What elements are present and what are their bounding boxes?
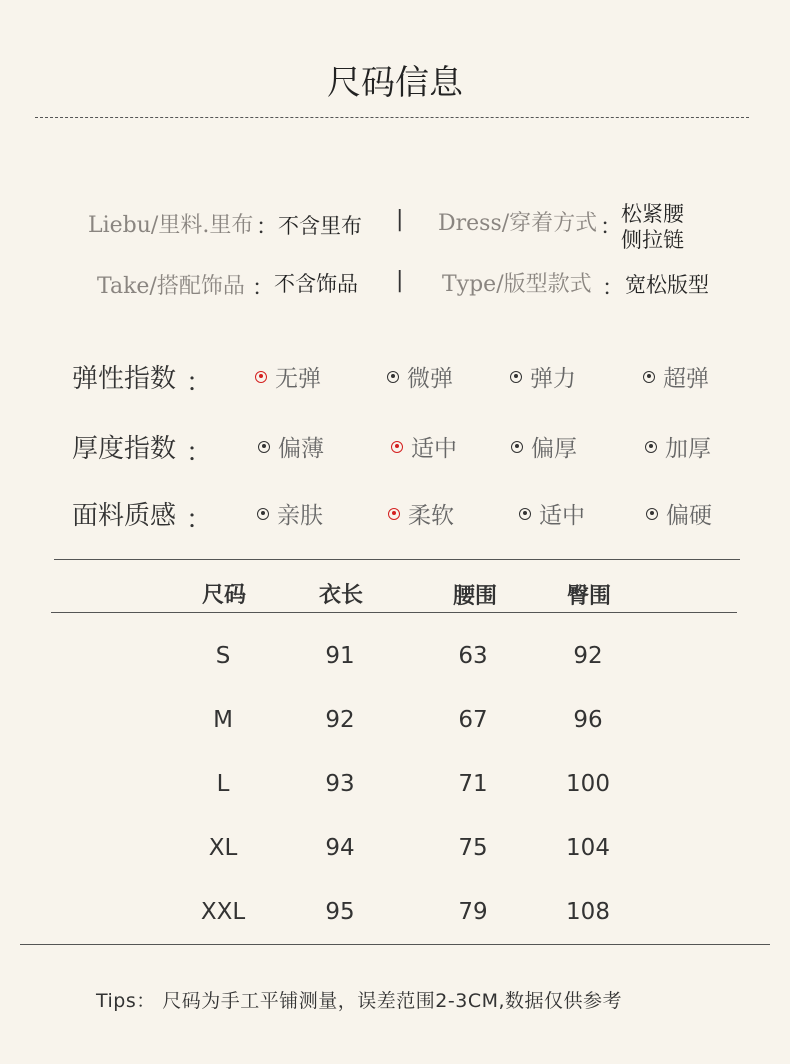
texture-option-1[interactable]: 亲肤 xyxy=(257,497,323,530)
dress-value-2: 侧拉链 xyxy=(621,228,684,252)
elasticity-option-1[interactable]: 无弹 xyxy=(255,360,321,393)
header-size: 尺码 xyxy=(201,583,246,608)
table-cell: 71 xyxy=(458,771,488,797)
thickness-option-1[interactable]: 偏薄 xyxy=(258,430,324,463)
lining-value: 不含里布 xyxy=(278,214,362,238)
table-cell: 79 xyxy=(458,899,488,925)
table-cell: S xyxy=(215,643,231,669)
table-cell: 67 xyxy=(458,707,488,733)
radio-icon xyxy=(257,508,269,520)
table-cell: 93 xyxy=(325,771,355,797)
radio-icon xyxy=(511,441,523,453)
table-cell: 91 xyxy=(325,643,355,669)
thickness-option-2[interactable]: 适中 xyxy=(391,430,457,463)
elasticity-option-3[interactable]: 弹力 xyxy=(510,360,576,393)
dress-value-1: 松紧腰 xyxy=(621,202,684,226)
header-waist: 腰围 xyxy=(452,584,497,609)
texture-colon: ： xyxy=(186,505,213,535)
table-top-border xyxy=(54,559,740,560)
dress-colon: ： xyxy=(600,215,623,240)
header-length: 衣长 xyxy=(318,583,363,608)
elasticity-colon: ： xyxy=(186,368,213,398)
radio-icon xyxy=(519,508,531,520)
dashed-divider xyxy=(35,117,749,118)
thickness-colon: ： xyxy=(186,438,213,468)
elasticity-label: 弹性指数 xyxy=(72,364,177,394)
radio-selected-icon xyxy=(255,371,267,383)
table-cell: XXL xyxy=(200,899,246,925)
table-cell: 100 xyxy=(566,771,610,797)
take-value: 不含饰品 xyxy=(274,272,358,296)
elasticity-option-4[interactable]: 超弹 xyxy=(643,360,709,393)
dress-label: Dress/穿着方式 xyxy=(438,211,598,236)
info-separator-2: | xyxy=(396,268,404,293)
take-colon: ： xyxy=(252,276,275,301)
radio-icon xyxy=(387,371,399,383)
table-cell: 92 xyxy=(325,707,355,733)
texture-label: 面料质感 xyxy=(72,501,177,531)
table-cell: 108 xyxy=(566,899,610,925)
tips-note: Tips： 尺码为手工平铺测量，误差范围2-3CM,数据仅供参考 xyxy=(96,990,623,1012)
texture-option-3[interactable]: 适中 xyxy=(519,497,585,530)
type-colon: ： xyxy=(602,276,625,301)
table-cell: M xyxy=(213,707,233,733)
lining-colon: ： xyxy=(256,215,279,240)
texture-option-4[interactable]: 偏硬 xyxy=(646,497,712,530)
table-bottom-border xyxy=(20,944,770,945)
radio-icon xyxy=(643,371,655,383)
table-cell: XL xyxy=(208,835,238,861)
elasticity-option-2[interactable]: 微弹 xyxy=(387,360,453,393)
table-cell: 63 xyxy=(458,643,488,669)
radio-icon xyxy=(645,441,657,453)
thickness-option-3[interactable]: 偏厚 xyxy=(511,430,577,463)
type-label: Type/版型款式 xyxy=(442,272,592,297)
table-cell: 75 xyxy=(458,835,488,861)
info-separator-1: | xyxy=(396,207,404,232)
radio-icon xyxy=(510,371,522,383)
table-header-border xyxy=(51,612,737,613)
radio-icon xyxy=(646,508,658,520)
table-cell: 95 xyxy=(325,899,355,925)
radio-selected-icon xyxy=(391,441,403,453)
table-cell: 92 xyxy=(573,643,603,669)
lining-label: Liebu/里料.里布 xyxy=(88,213,254,238)
table-cell: 96 xyxy=(573,707,603,733)
table-cell: 104 xyxy=(566,835,610,861)
page-title: 尺码信息 xyxy=(327,63,463,103)
type-value: 宽松版型 xyxy=(625,273,709,297)
thickness-option-4[interactable]: 加厚 xyxy=(645,430,711,463)
table-cell: 94 xyxy=(325,835,355,861)
table-cell: L xyxy=(216,771,230,797)
radio-selected-icon xyxy=(388,508,400,520)
radio-icon xyxy=(258,441,270,453)
texture-option-2[interactable]: 柔软 xyxy=(388,497,454,530)
header-hip: 臀围 xyxy=(566,584,611,609)
thickness-label: 厚度指数 xyxy=(72,434,177,464)
take-label: Take/搭配饰品 xyxy=(97,274,245,299)
